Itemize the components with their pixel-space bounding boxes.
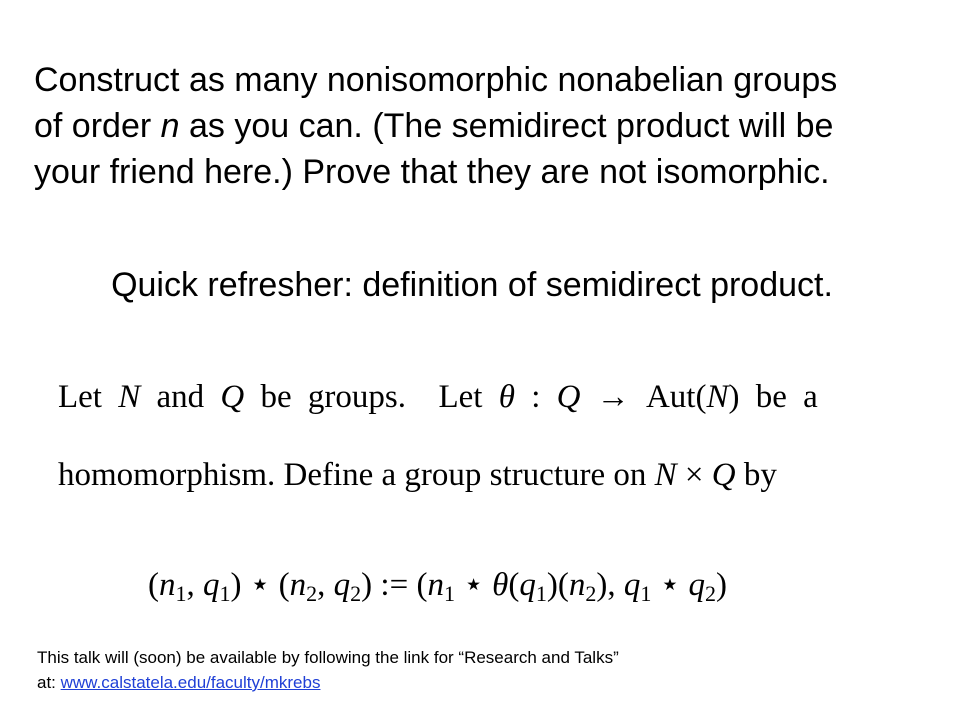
semidirect-product-formula: ($n_1$, $q_1$) ⋆ ($n_2$, $q_2$) := ($n_1$ ⋆ $\theta(q_1)(n_2)$, $q_1$ ⋆ $q_2$) (148, 567, 728, 606)
math-times: × (684, 457, 704, 493)
footer-note (37, 645, 619, 695)
math-N-3: N (654, 457, 677, 493)
prompt-line-3: your friend here.) Prove that they are not isomorphic. (34, 153, 830, 191)
definition-line-2 (58, 455, 777, 495)
text-homomorphism: homomorphism. Define a group structure on (58, 457, 647, 493)
math-Q-3: Q (711, 457, 736, 493)
text-let-2: Let (438, 379, 483, 415)
prompt-line-2-pre: of order (34, 107, 161, 145)
footer-line-1: This talk will (soon) be available by following the link for “Research and Talks” (37, 648, 619, 667)
math-N-2: N (706, 379, 729, 415)
definition-line-1 (58, 377, 818, 417)
exercise-prompt (34, 57, 934, 195)
faculty-page-link[interactable]: www.calstatela.edu/faculty/mkrebs (60, 673, 321, 692)
text-and: and (156, 379, 205, 415)
math-Q: Q (220, 379, 245, 415)
text-by: by (743, 457, 777, 493)
prompt-line-1: Construct as many nonisomorphic nonabelian groups (34, 61, 838, 99)
footer-line-2 (37, 670, 619, 695)
variable-n: n (160, 107, 180, 145)
text-be-a: be a (755, 379, 818, 415)
text-let: Let (58, 379, 102, 415)
text-be-groups: be groups. (260, 379, 406, 415)
math-Q-2: Q (556, 379, 581, 415)
refresher-heading: Quick refresher: definition of semidirect product. (111, 266, 833, 304)
footer-at-label: at: (37, 673, 61, 692)
math-arrow: → (596, 379, 630, 415)
math-colon: : (531, 379, 541, 415)
math-paren-close: ) (728, 379, 740, 415)
prompt-line-2 (34, 103, 934, 149)
math-N: N (118, 379, 141, 415)
math-aut: Aut( (645, 379, 707, 415)
prompt-line-2-post: as you can. (The semidirect product will be (179, 107, 834, 145)
math-theta: θ (498, 379, 515, 415)
